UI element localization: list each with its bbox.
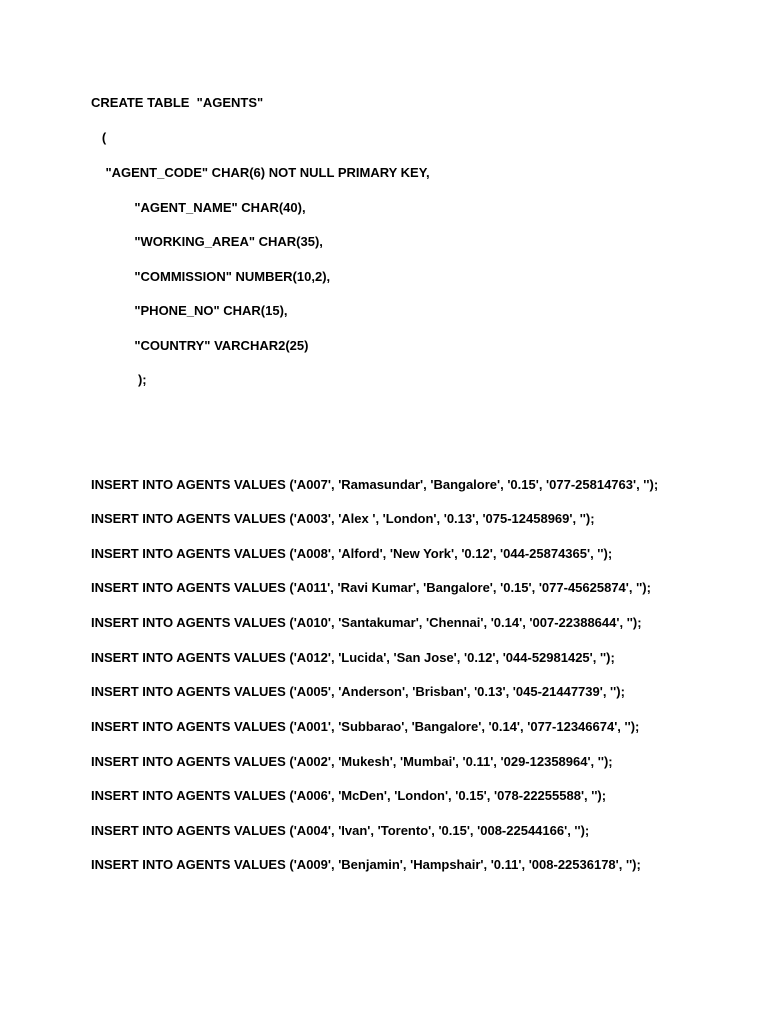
insert-statement: INSERT INTO AGENTS VALUES ('A008', 'Alford', 'New York', '0.12', '044-25874365', ''); — [91, 546, 613, 561]
insert-statement: INSERT INTO AGENTS VALUES ('A009', 'Benjamin', 'Hampshair', '0.11', '008-22536178', ''); — [91, 857, 641, 872]
insert-statement: INSERT INTO AGENTS VALUES ('A012', 'Lucida', 'San Jose', '0.12', '044-52981425', ''); — [91, 650, 615, 665]
column-agent-code: "AGENT_CODE" CHAR(6) NOT NULL PRIMARY KEY, — [91, 165, 430, 180]
insert-statement: INSERT INTO AGENTS VALUES ('A006', 'McDen', 'London', '0.15', '078-22255588', ''); — [91, 788, 607, 803]
insert-statement: INSERT INTO AGENTS VALUES ('A003', 'Alex ', 'London', '0.13', '075-12458969', ''); — [91, 511, 595, 526]
insert-statement: INSERT INTO AGENTS VALUES ('A004', 'Ivan', 'Torento', '0.15', '008-22544166', ''); — [91, 823, 590, 838]
column-working-area: "WORKING_AREA" CHAR(35), — [91, 234, 323, 249]
insert-statement: INSERT INTO AGENTS VALUES ('A002', 'Mukesh', 'Mumbai', '0.11', '029-12358964', ''); — [91, 754, 613, 769]
close-paren-line: ); — [91, 372, 147, 387]
create-table-line: CREATE TABLE "AGENTS" — [91, 95, 264, 110]
column-phone-no: "PHONE_NO" CHAR(15), — [91, 303, 288, 318]
column-country: "COUNTRY" VARCHAR2(25) — [91, 338, 309, 353]
insert-statement: INSERT INTO AGENTS VALUES ('A007', 'Ramasundar', 'Bangalore', '0.15', '077-25814763', ''); — [91, 477, 659, 492]
insert-statement: INSERT INTO AGENTS VALUES ('A011', 'Ravi Kumar', 'Bangalore', '0.15', '077-45625874', ''); — [91, 580, 651, 595]
insert-statement: INSERT INTO AGENTS VALUES ('A005', 'Anderson', 'Brisban', '0.13', '045-21447739', ''); — [91, 684, 625, 699]
column-commission: "COMMISSION" NUMBER(10,2), — [91, 269, 331, 284]
insert-statement: INSERT INTO AGENTS VALUES ('A010', 'Santakumar', 'Chennai', '0.14', '007-22388644', ''); — [91, 615, 642, 630]
column-agent-name: "AGENT_NAME" CHAR(40), — [91, 200, 306, 215]
open-paren-line: ( — [91, 130, 107, 145]
insert-statement: INSERT INTO AGENTS VALUES ('A001', 'Subbarao', 'Bangalore', '0.14', '077-12346674', ''); — [91, 719, 640, 734]
